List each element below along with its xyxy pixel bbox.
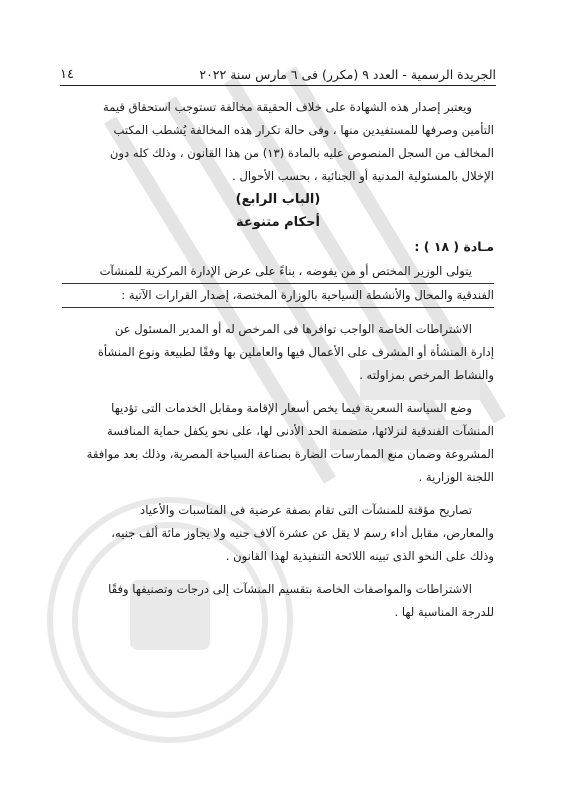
header-title: الجريدة الرسمية - العدد ٩ (مكرر) فى ٦ مارس سنة ٢٠٢٢ — [199, 67, 496, 82]
chapter-title: (الباب الرابع) — [235, 192, 321, 207]
paragraph-line: التأمين وصرفها للمستفيدين منها ، وفى حالة تكرار هذه المخالفة يُشطب المكتب — [113, 123, 494, 137]
chapter-subtitle: أحكام متنوعة — [236, 215, 320, 230]
page-number: ١٤ — [60, 67, 74, 82]
paragraph-line: ويعتبر إصدار هذه الشهادة على خلاف الحقيقة مخالفة تستوجب استحقاق قيمة — [102, 100, 472, 114]
document-body — [62, 96, 494, 624]
paragraph-line: تصاريح مؤقتة للمنشآت التى تقام بصفة عرضية فى المناسبات والأعياد — [140, 503, 472, 517]
paragraph-line: والمعارض، مقابل أداء رسم لا يقل عن عشرة آلاف جنيه ولا يجاوز مائة ألف جنيه، — [111, 526, 494, 540]
paragraph-line: الفندقية والمحال والأنشطة السياحية بالوزارة المختصة، إصدار القرارات الآتية : — [62, 284, 494, 308]
page-header — [60, 62, 496, 86]
paragraph-line: وذلك على النحو الذى تبينه اللائحة التنفيذية لهذا القانون . — [225, 549, 494, 563]
paragraph-line: الاشتراطات الخاصة الواجب توافرها فى المرخص له أو المدير المسئول عن — [114, 322, 472, 336]
article-title: مـادة ( ١٨ ) : — [414, 239, 494, 254]
paragraph-line: الاشتراطات والمواصفات الخاصة بتقسيم المنشآت إلى درجات وتصنيفها وفقًا — [108, 582, 472, 596]
paragraph-line: والنشاط المرخص بمزاولته . — [359, 368, 494, 382]
paragraph-line: المشروعة وضمان منع الممارسات الضارة بصناعة السياحة المصرية، وذلك بعد موافقة — [86, 447, 494, 461]
paragraph-line: المنشآت الفندقية لنزلائها، متضمنة الحد الأدنى لها، على نحو يكفل حماية المنافسة — [107, 424, 494, 438]
paragraph-line: وضع السياسة السعرية فيما يخص أسعار الإقامة ومقابل الخدمات التى تؤديها — [111, 401, 472, 415]
paragraph-line: المخالف من السجل المنصوص عليه بالمادة (١٣) من هذا القانون ، وذلك كله دون — [109, 146, 494, 160]
paragraph-line: الإخلال بالمسئولية المدنية أو الجنائية ، بحسب الأحوال . — [232, 169, 494, 183]
paragraph-line: إدارة المنشأة أو المشرف على الأعمال فيها والعاملين بها وفقًا لطبيعة ونوع المنشأة — [97, 345, 494, 359]
paragraph-line: يتولى الوزير المختص أو من يفوضه ، بناءً على عرض الإدارة المركزية للمنشآت — [62, 260, 494, 284]
paragraph-line: للدرجة المناسبة لها . — [394, 605, 494, 619]
paragraph-line: اللجنة الوزارية . — [418, 470, 494, 484]
